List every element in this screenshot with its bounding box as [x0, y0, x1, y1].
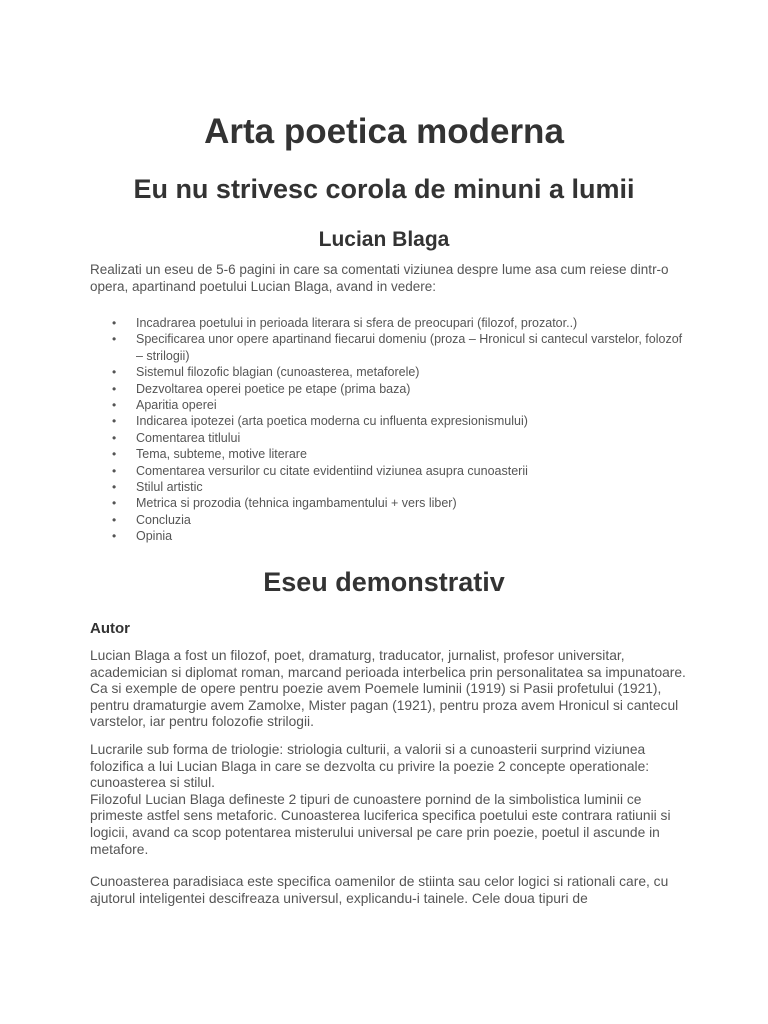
paragraph-knowledge-types: Filozoful Lucian Blaga defineste 2 tipuri de cunoastere pornind de la simbolistica luminii ce primeste astfel sens metaforic. Cunoasterea luciferica specifica poetului este contrara ratiunii si logicii, avand ca scop potentarea misterului universal pe care prin poezie, poetul il ascunde in metafore. [90, 791, 671, 857]
document-title: Arta poetica moderna [204, 112, 564, 151]
paragraph-author-bio: Lucian Blaga a fost un filozof, poet, dramaturg, traducator, jurnalist, profesor universitar, academician si diplomat roman, marcand perioada interbelica prin personalitatea sa impunatoare. Ca si exemple de opere pentru poezie avem Poemele luminii (1919) si Pasii profetului (1921), pentru dramaturgie avem Zamolxe, Mister pagan (1921), pentru proza avem Hronicul si cantecul varstelor, iar pentru folozofie strilogii. [90, 648, 686, 730]
list-item: • Dezvoltarea operei poetice pe etape (prima baza) [90, 381, 690, 397]
list-item: • Comentarea versurilor cu citate evidentiind viziunea asupra cunoasterii [90, 463, 690, 479]
list-item: • Tema, subteme, motive literare [90, 446, 690, 462]
list-item: • Incadrarea poetului in perioada literara si sfera de preocupari (filozof, prozator..) [90, 315, 690, 331]
essay-heading: Eseu demonstrativ [263, 567, 505, 597]
list-item: • Comentarea titlului [90, 430, 690, 446]
paragraph-paradisiac-knowledge: Cunoasterea paradisiaca este specifica oamenilor de stiinta sau celor logici si rationali care, cu ajutorul inteligentei descifreaza universul, explicandu-i tainele. Cele doua tipuri de [90, 874, 669, 906]
list-item: • Opinia [90, 528, 690, 544]
list-item: • Metrica si prozodia (tehnica ingambamentului + vers liber) [90, 495, 690, 511]
requirements-list [90, 315, 690, 545]
intro-paragraph: Realizati un eseu de 5-6 pagini in care sa comentati viziunea despre lume asa cum reiese dintr-o opera, apartinand poetului Lucian Blaga, avand in vedere: [90, 262, 669, 294]
list-item: • Concluzia [90, 512, 690, 528]
paragraph-trilogy [90, 742, 688, 858]
poem-title: Eu nu strivesc corola de minuni a lumii [133, 174, 635, 204]
author-name: Lucian Blaga [318, 228, 450, 251]
list-item: • Specificarea unor opere apartinand fiecarui domeniu (proza – Hronicul si cantecul varstelor, folozof – strilogii) [90, 331, 690, 364]
list-item: • Sistemul filozofic blagian (cunoasterea, metaforele) [90, 364, 690, 380]
list-item: • Aparitia operei [90, 397, 690, 413]
paragraph-trilogy-text: Lucrarile sub forma de triologie: striologia culturii, a valorii si a cunoasterii surprind viziunea folozifica a lui Lucian Blaga in care se dezvolta cu privire la poezie 2 concepte operationale: cunoasterea si stilul. [90, 742, 650, 791]
list-item: • Indicarea ipotezei (arta poetica moderna cu influenta expresionismului) [90, 413, 690, 429]
section-heading-author: Autor [90, 620, 130, 637]
list-item: • Stilul artistic [90, 479, 690, 495]
